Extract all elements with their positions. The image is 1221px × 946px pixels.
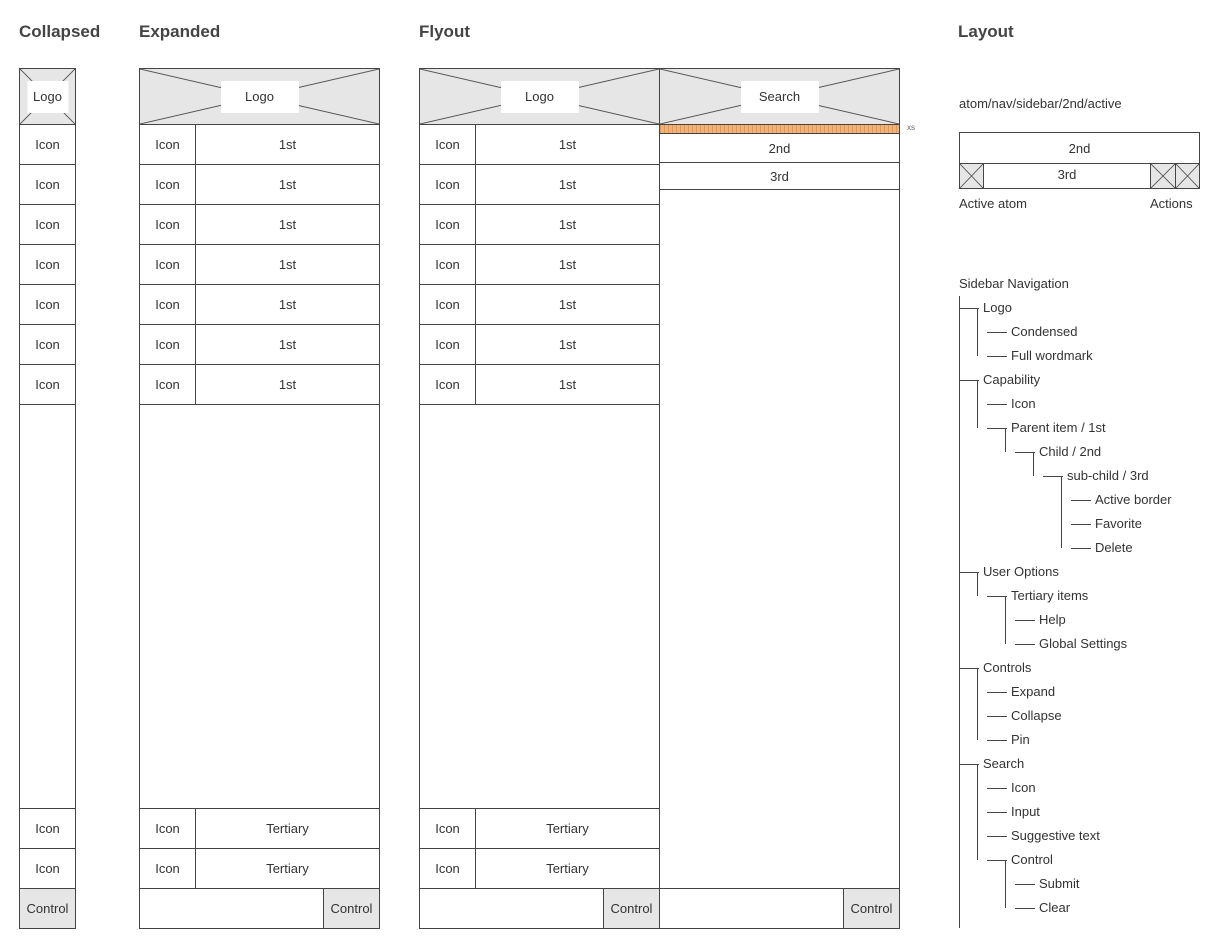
tree-node: Expand xyxy=(1011,684,1056,699)
expanded-nav-icon[interactable]: Icon xyxy=(139,284,196,325)
actions-label: Actions xyxy=(1150,196,1193,211)
collapsed-control-button[interactable]: Control xyxy=(19,888,76,929)
tree-node: Submit xyxy=(1039,876,1080,891)
tree-connector xyxy=(959,668,979,669)
flyout-empty-area xyxy=(419,404,660,808)
tree-connector xyxy=(987,692,1007,693)
collapsed-nav-icon[interactable]: Icon xyxy=(19,124,76,165)
tree-connector xyxy=(1033,452,1034,476)
logo-label: Logo xyxy=(27,81,68,113)
tree-node: User Options xyxy=(983,564,1059,579)
tree-connector xyxy=(1005,428,1006,452)
tree-node: Active border xyxy=(1095,492,1172,507)
tree-connector xyxy=(987,740,1007,741)
flyout-tertiary-item[interactable]: Tertiary xyxy=(475,808,660,849)
collapsed-nav-icon[interactable]: Icon xyxy=(19,244,76,285)
tree-connector xyxy=(987,860,1007,861)
tree-node: Control xyxy=(1011,852,1053,867)
tree-node: Icon xyxy=(1011,396,1036,411)
expanded-nav-1st-item[interactable]: 1st xyxy=(195,364,380,405)
flyout-panel-control-button[interactable]: Control xyxy=(843,888,900,929)
expanded-tertiary-item[interactable]: Tertiary xyxy=(195,848,380,889)
flyout-nav-icon[interactable]: Icon xyxy=(419,124,476,165)
heading-layout: Layout xyxy=(958,22,1014,41)
flyout-control-button[interactable]: Control xyxy=(603,888,660,929)
collapsed-nav-icon[interactable]: Icon xyxy=(19,364,76,405)
tree-node: Favorite xyxy=(1095,516,1142,531)
tree-node: Capability xyxy=(983,372,1041,387)
tree-node: Help xyxy=(1039,612,1066,627)
logo-label: Logo xyxy=(221,81,299,113)
expanded-nav-1st-item[interactable]: 1st xyxy=(195,324,380,365)
tree-connector xyxy=(1015,644,1035,645)
flyout-footer-spacer xyxy=(419,888,604,929)
tree-node: Logo xyxy=(983,300,1012,315)
tree-connector xyxy=(1015,908,1035,909)
tree-connector xyxy=(987,356,1007,357)
flyout-2nd-item[interactable]: 2nd xyxy=(659,133,900,163)
tree-connector xyxy=(977,308,978,356)
expanded-empty-area xyxy=(139,404,380,808)
flyout-nav-1st-item[interactable]: 1st xyxy=(475,284,660,325)
flyout-nav-1st-item[interactable]: 1st xyxy=(475,124,660,165)
flyout-tertiary-icon[interactable]: Icon xyxy=(419,808,476,849)
xs-size-label: xs xyxy=(907,123,915,132)
expanded-tertiary-icon[interactable]: Icon xyxy=(139,848,196,889)
tree-node: Global Settings xyxy=(1039,636,1128,651)
tree-node: Collapse xyxy=(1011,708,1062,723)
tree-connector xyxy=(987,596,1007,597)
tree-node: Clear xyxy=(1039,900,1071,915)
expanded-tertiary-item[interactable]: Tertiary xyxy=(195,808,380,849)
tree-node: Delete xyxy=(1095,540,1133,555)
tree-connector xyxy=(987,332,1007,333)
heading-expanded: Expanded xyxy=(139,22,221,41)
tree-connector xyxy=(987,404,1007,405)
expanded-nav-icon[interactable]: Icon xyxy=(139,164,196,205)
flyout-nav-1st-item[interactable]: 1st xyxy=(475,204,660,245)
tree-node: Controls xyxy=(983,660,1032,675)
flyout-panel-body xyxy=(659,189,900,888)
flyout-nav-1st-item[interactable]: 1st xyxy=(475,324,660,365)
flyout-nav-icon[interactable]: Icon xyxy=(419,284,476,325)
tree-connector xyxy=(1005,860,1006,908)
flyout-panel-footer-spacer xyxy=(659,888,844,929)
tree-connector xyxy=(959,764,979,765)
tree-connector xyxy=(977,764,978,860)
flyout-nav-icon[interactable]: Icon xyxy=(419,164,476,205)
search-label: Search xyxy=(741,81,819,113)
tree-connector xyxy=(1071,548,1091,549)
active-atom-placeholder[interactable] xyxy=(959,163,984,189)
expanded-logo-placeholder[interactable] xyxy=(139,68,380,125)
flyout-nav-1st-item[interactable]: 1st xyxy=(475,244,660,285)
tree-node: Child / 2nd xyxy=(1039,444,1102,459)
tree-connector xyxy=(987,788,1007,789)
collapsed-nav-icon[interactable]: Icon xyxy=(19,324,76,365)
heading-collapsed: Collapsed xyxy=(19,22,101,41)
expanded-tertiary-icon[interactable]: Icon xyxy=(139,808,196,849)
tree-connector xyxy=(1005,596,1006,644)
collapsed-nav-icon[interactable]: Icon xyxy=(19,284,76,325)
expanded-nav-1st-item[interactable]: 1st xyxy=(195,244,380,285)
tree-connector xyxy=(1071,500,1091,501)
expanded-nav-1st-item[interactable]: 1st xyxy=(195,284,380,325)
expanded-nav-1st-item[interactable]: 1st xyxy=(195,204,380,245)
flyout-search-placeholder[interactable] xyxy=(659,68,900,125)
flyout-tertiary-icon[interactable]: Icon xyxy=(419,848,476,889)
expanded-control-button[interactable]: Control xyxy=(323,888,380,929)
flyout-3rd-item[interactable]: 3rd xyxy=(659,162,900,190)
tree-connector xyxy=(959,380,979,381)
flyout-tertiary-item[interactable]: Tertiary xyxy=(475,848,660,889)
tree-node: Pin xyxy=(1011,732,1030,747)
tree-connector xyxy=(987,716,1007,717)
flyout-nav-icon[interactable]: Icon xyxy=(419,244,476,285)
tree-connector xyxy=(977,668,978,740)
tree-node: Condensed xyxy=(1011,324,1078,339)
tree-connector xyxy=(959,308,979,309)
tree-connector xyxy=(1015,620,1035,621)
collapsed-nav-icon[interactable]: Icon xyxy=(19,204,76,245)
tree-connector xyxy=(1061,476,1062,548)
collapsed-empty-area xyxy=(19,404,76,808)
collapsed-tertiary-icon[interactable]: Icon xyxy=(19,848,76,889)
tree-node: Full wordmark xyxy=(1011,348,1093,363)
atom-path-label: atom/nav/sidebar/2nd/active xyxy=(959,96,1122,111)
tree-node: sub-child / 3rd xyxy=(1067,468,1149,483)
collapsed-nav-icon[interactable]: Icon xyxy=(19,164,76,205)
expanded-nav-1st-item[interactable]: 1st xyxy=(195,124,380,165)
action-placeholder[interactable] xyxy=(1175,163,1200,189)
heading-flyout: Flyout xyxy=(419,22,470,41)
tree-connector xyxy=(1015,884,1035,885)
action-placeholder[interactable] xyxy=(1150,163,1176,189)
tree-node: Tertiary items xyxy=(1011,588,1089,603)
expanded-nav-icon[interactable]: Icon xyxy=(139,244,196,285)
flyout-nav-icon[interactable]: Icon xyxy=(419,364,476,405)
flyout-nav-icon[interactable]: Icon xyxy=(419,324,476,365)
expanded-nav-icon[interactable]: Icon xyxy=(139,324,196,365)
tree-connector xyxy=(987,836,1007,837)
expanded-nav-icon[interactable]: Icon xyxy=(139,364,196,405)
atom-2nd-item[interactable]: 2nd xyxy=(959,132,1200,164)
logo-label: Logo xyxy=(501,81,579,113)
expanded-footer-spacer xyxy=(139,888,324,929)
tree-node: Input xyxy=(1011,804,1040,819)
tree-connector xyxy=(977,572,978,596)
tree-node: Search xyxy=(983,756,1025,771)
expanded-nav-icon[interactable]: Icon xyxy=(139,204,196,245)
flyout-nav-icon[interactable]: Icon xyxy=(419,204,476,245)
tree-connector xyxy=(1043,476,1063,477)
flyout-nav-1st-item[interactable]: 1st xyxy=(475,164,660,205)
tree-root: Sidebar Navigation xyxy=(959,276,1069,291)
tree-connector xyxy=(959,296,960,928)
tree-node: Parent item / 1st xyxy=(1011,420,1106,435)
active-atom-label: Active atom xyxy=(959,196,1027,211)
tree-connector xyxy=(977,380,978,428)
tree-connector xyxy=(1071,524,1091,525)
flyout-logo-placeholder[interactable] xyxy=(419,68,660,125)
collapsed-logo-placeholder[interactable] xyxy=(19,68,76,125)
tree-connector xyxy=(959,572,979,573)
tree-connector xyxy=(987,428,1007,429)
flyout-nav-1st-item[interactable]: 1st xyxy=(475,364,660,405)
tree-node: Suggestive text xyxy=(1011,828,1100,843)
expanded-nav-1st-item[interactable]: 1st xyxy=(195,164,380,205)
tree-connector xyxy=(987,812,1007,813)
tree-node: Icon xyxy=(1011,780,1036,795)
tree-connector xyxy=(1015,452,1035,453)
collapsed-tertiary-icon[interactable]: Icon xyxy=(19,808,76,849)
expanded-nav-icon[interactable]: Icon xyxy=(139,124,196,165)
atom-3rd-label: 3rd xyxy=(1057,167,1077,182)
